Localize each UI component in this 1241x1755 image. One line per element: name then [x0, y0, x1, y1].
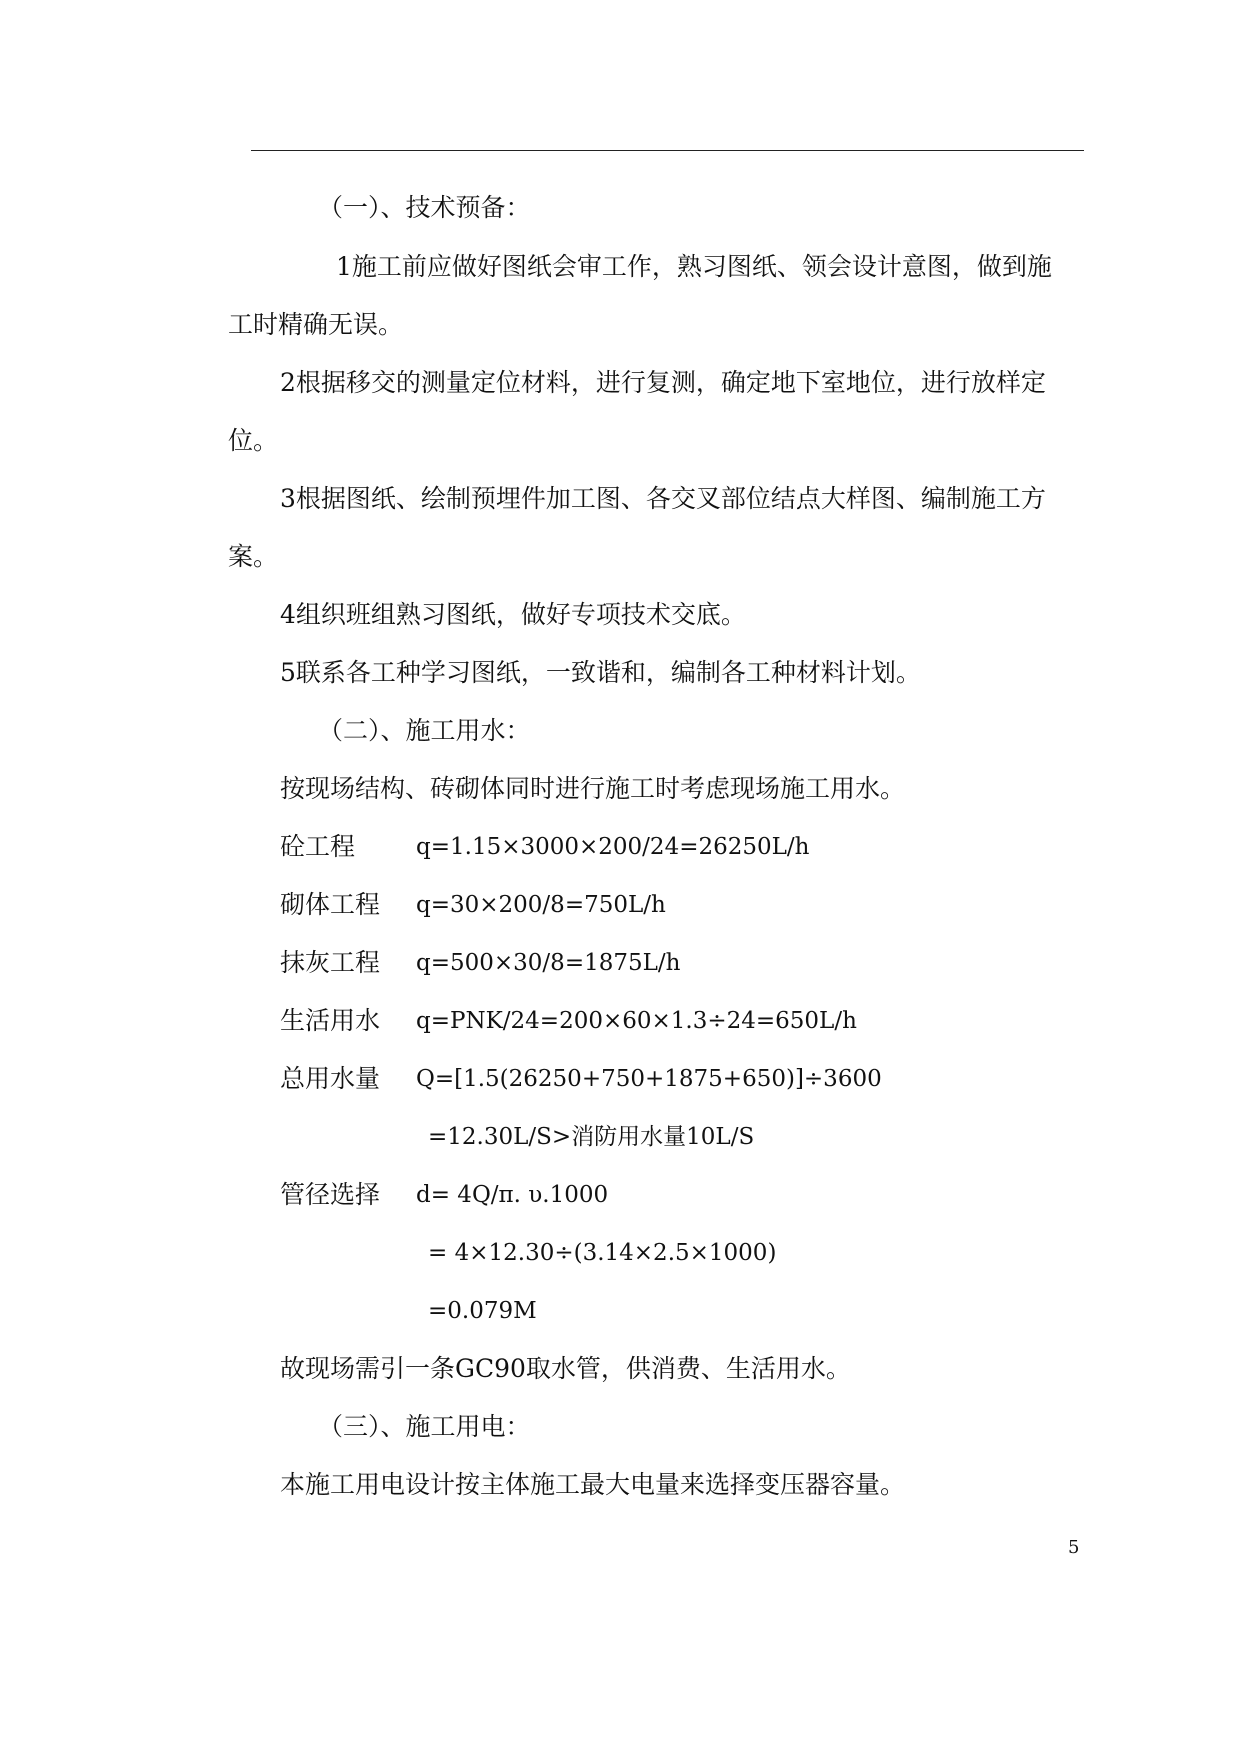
item1-line2: 工时精确无误。 — [228, 310, 404, 339]
header-rule — [251, 150, 1084, 151]
section2-heading: （二）、施工用水： — [318, 716, 531, 745]
formula-expr-plaster: q=500×30/8=1875L/h — [416, 950, 681, 976]
item2-line1: 2根据移交的测量定位材料，进行复测，确定地下室地位，进行放样定 — [280, 368, 1046, 397]
formula-expr-total: Q=[1.5(26250+750+1875+650)]÷3600 — [416, 1066, 882, 1092]
item5: 5联系各工种学习图纸，一致谐和，编制各工种材料计划。 — [280, 658, 921, 687]
section2-intro: 按现场结构、砖砌体同时进行施工时考虑现场施工用水。 — [280, 774, 906, 803]
formula-label-domestic: 生活用水 — [280, 1006, 381, 1035]
item3-line1: 3根据图纸、绘制预埋件加工图、各交叉部位结点大样图、编制施工方 — [280, 484, 1046, 513]
section3-heading: （三）、施工用电： — [318, 1412, 531, 1441]
item4: 4组织班组熟习图纸，做好专项技术交底。 — [280, 600, 746, 629]
formula-expr-domestic: q=PNK/24=200×60×1.3÷24=650L/h — [416, 1008, 857, 1034]
page-number: 5 — [1068, 1537, 1080, 1558]
formula-expr-concrete: q=1.15×3000×200/24=26250L/h — [416, 834, 810, 860]
section2-conclusion: 故现场需引一条GC90取水管，供消费、生活用水。 — [280, 1354, 851, 1383]
formula-expr-masonry: q=30×200/8=750L/h — [416, 892, 666, 918]
item3-line2: 案。 — [228, 542, 279, 571]
formula-label-total: 总用水量 — [280, 1064, 381, 1093]
formula-label-plaster: 抹灰工程 — [280, 948, 381, 977]
formula-label-concrete: 砼工程 — [280, 832, 356, 861]
pipe-label: 管径选择 — [280, 1180, 381, 1209]
item1-line1: 1施工前应做好图纸会审工作，熟习图纸、领会设计意图，做到施 — [336, 252, 1052, 281]
formula-label-masonry: 砌体工程 — [280, 890, 381, 919]
total-result: =12.30L/S>消防用水量10L/S — [428, 1124, 755, 1150]
pipe-expr3: =0.079M — [428, 1298, 537, 1324]
section3-intro: 本施工用电设计按主体施工最大电量来选择变压器容量。 — [280, 1470, 906, 1499]
section1-heading: （一）、技术预备： — [318, 193, 531, 222]
pipe-expr1: d= 4Q/π. υ.1000 — [416, 1182, 609, 1208]
item2-line2: 位。 — [228, 426, 279, 455]
pipe-expr2: = 4×12.30÷(3.14×2.5×1000) — [428, 1240, 777, 1266]
